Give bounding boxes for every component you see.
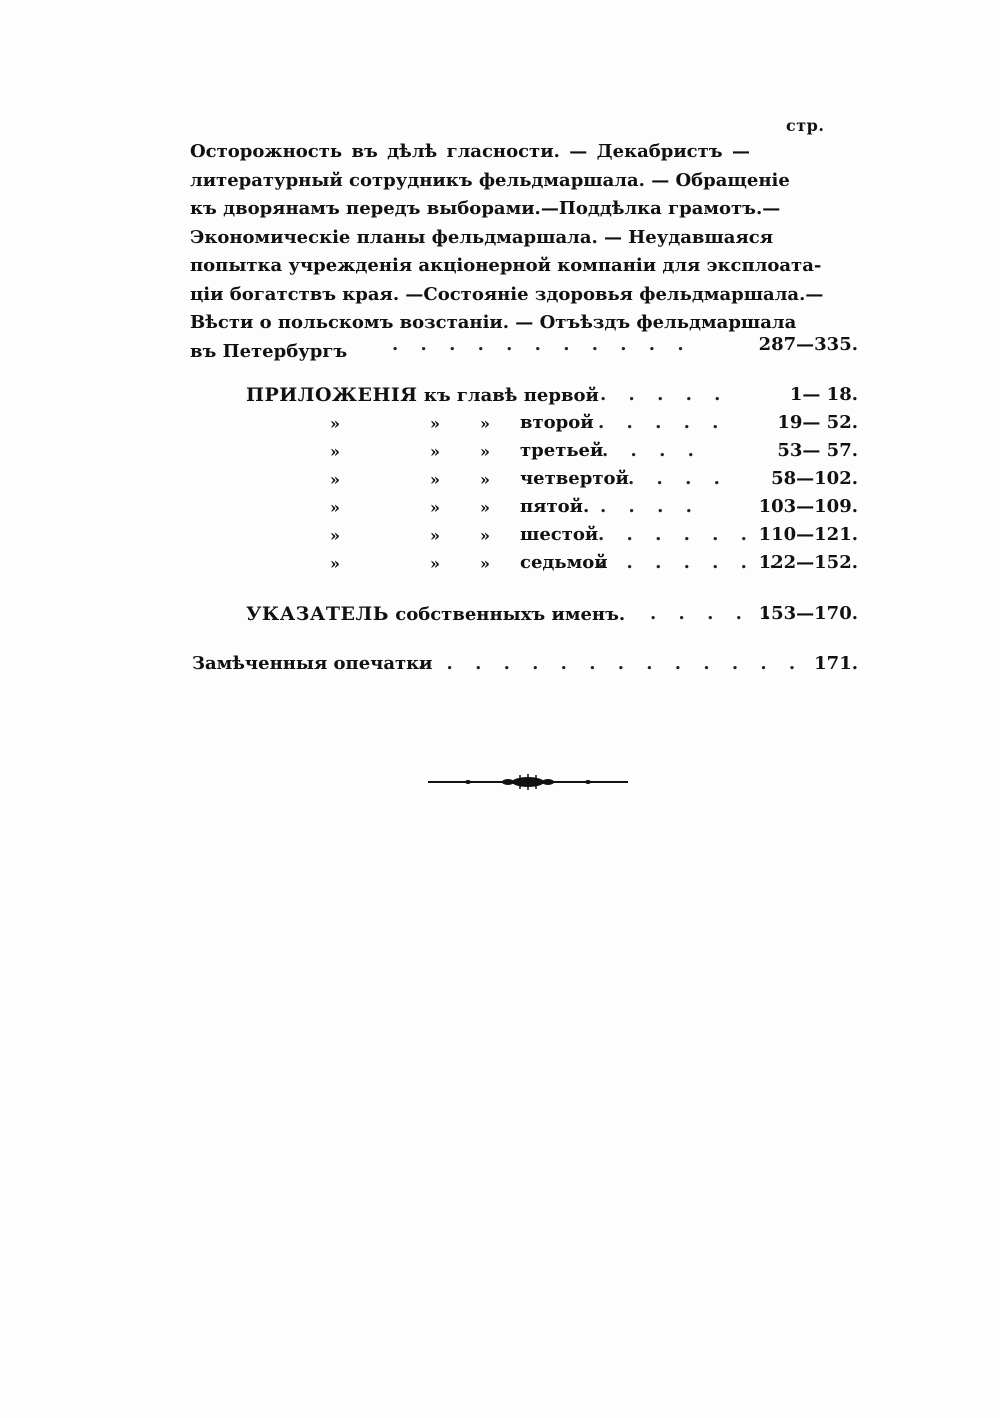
summary-line: Экономическіе планы фельдмаршала. — Неудавшаяся bbox=[190, 226, 773, 248]
index-entry bbox=[246, 603, 625, 625]
index-rest: собственныхъ именъ. bbox=[395, 604, 626, 625]
leader-dots: . . . . bbox=[628, 468, 728, 489]
summary-line: Вѣсти о польскомъ возстаніи. — Отъѣздъ фельдмаршала bbox=[190, 312, 797, 333]
appendix-pages: 122—152. bbox=[758, 552, 858, 573]
leader-dots: . . . . . bbox=[600, 384, 729, 405]
summary-line: попытка учрежденія акціонерной компаніи для эксплоата- bbox=[190, 255, 822, 276]
summary-line: литературный сотрудникъ фельдмаршала. — Обращеніе bbox=[190, 169, 790, 191]
appendix-chapter: третьей bbox=[520, 440, 604, 461]
appendix-pages: 19— 52. bbox=[777, 412, 858, 433]
summary-line: въ Петербургъ bbox=[190, 340, 348, 362]
appendix-chapter: седьмой bbox=[520, 552, 608, 573]
appendices-title: ПРИЛОЖЕНІЯ bbox=[246, 384, 418, 406]
ditto-mark: » bbox=[480, 498, 490, 517]
leader-dots: . . . . . bbox=[598, 412, 727, 433]
ditto-mark: » bbox=[330, 470, 340, 489]
ditto-mark: » bbox=[330, 414, 340, 433]
appendix-chapter: второй bbox=[520, 412, 594, 433]
appendix-pages: 1— 18. bbox=[789, 384, 858, 405]
ditto-mark: » bbox=[430, 554, 440, 573]
leader-dots: . . . . . . . . . . . . . . bbox=[418, 653, 804, 674]
ditto-mark: » bbox=[330, 498, 340, 517]
ditto-mark: » bbox=[480, 554, 490, 573]
page-column-label: стр. bbox=[786, 116, 825, 135]
leader-dots: . . . . . . . . . . . bbox=[392, 334, 692, 355]
appendix-pages: 103—109. bbox=[758, 496, 858, 517]
ditto-mark: » bbox=[430, 414, 440, 433]
summary-line: къ дворянамъ передъ выборами.—Поддѣлка грамотъ.— bbox=[190, 198, 781, 219]
index-title: УКАЗАТЕЛЬ bbox=[246, 603, 389, 625]
ditto-mark: » bbox=[330, 554, 340, 573]
leader-dots: . . . . . . . bbox=[598, 552, 784, 573]
appendix-chapter: четвертой bbox=[520, 468, 629, 489]
ditto-mark: » bbox=[480, 442, 490, 461]
errata-pages: 171. bbox=[814, 653, 858, 674]
summary-line: Осторожность въ дѣлѣ гласности. — Декабристъ — bbox=[190, 141, 750, 162]
errata-label: Замѣченныя опечатки bbox=[192, 653, 433, 674]
ditto-mark: » bbox=[430, 470, 440, 489]
leader-dots: . . . . . bbox=[650, 603, 779, 624]
chapter-pages: 287—335. bbox=[758, 334, 858, 355]
leader-dots: . . . . bbox=[600, 496, 700, 517]
ditto-mark: » bbox=[430, 442, 440, 461]
index-pages: 153—170. bbox=[758, 603, 858, 624]
ditto-mark: » bbox=[480, 470, 490, 489]
appendices-prefix: къ главѣ bbox=[423, 385, 518, 406]
leader-dots: . . . . bbox=[602, 440, 702, 461]
appendix-chapter: пятой. bbox=[520, 496, 590, 517]
appendix-pages: 58—102. bbox=[771, 468, 858, 489]
appendix-pages: 53— 57. bbox=[777, 440, 858, 461]
appendix-chapter: первой bbox=[523, 385, 599, 406]
appendix-chapter: шестой bbox=[520, 524, 599, 545]
leader-dots: . . . . . . bbox=[598, 524, 755, 545]
ditto-mark: » bbox=[430, 498, 440, 517]
appendix-row-1 bbox=[246, 384, 599, 406]
appendix-pages: 110—121. bbox=[758, 524, 858, 545]
ornament-divider bbox=[428, 772, 628, 792]
ditto-mark: » bbox=[430, 526, 440, 545]
ditto-mark: » bbox=[330, 442, 340, 461]
ditto-mark: » bbox=[330, 526, 340, 545]
summary-line: ціи богатствъ края. —Состояніе здоровья фельдмаршала.— bbox=[190, 283, 824, 305]
ditto-mark: » bbox=[480, 526, 490, 545]
ditto-mark: » bbox=[480, 414, 490, 433]
